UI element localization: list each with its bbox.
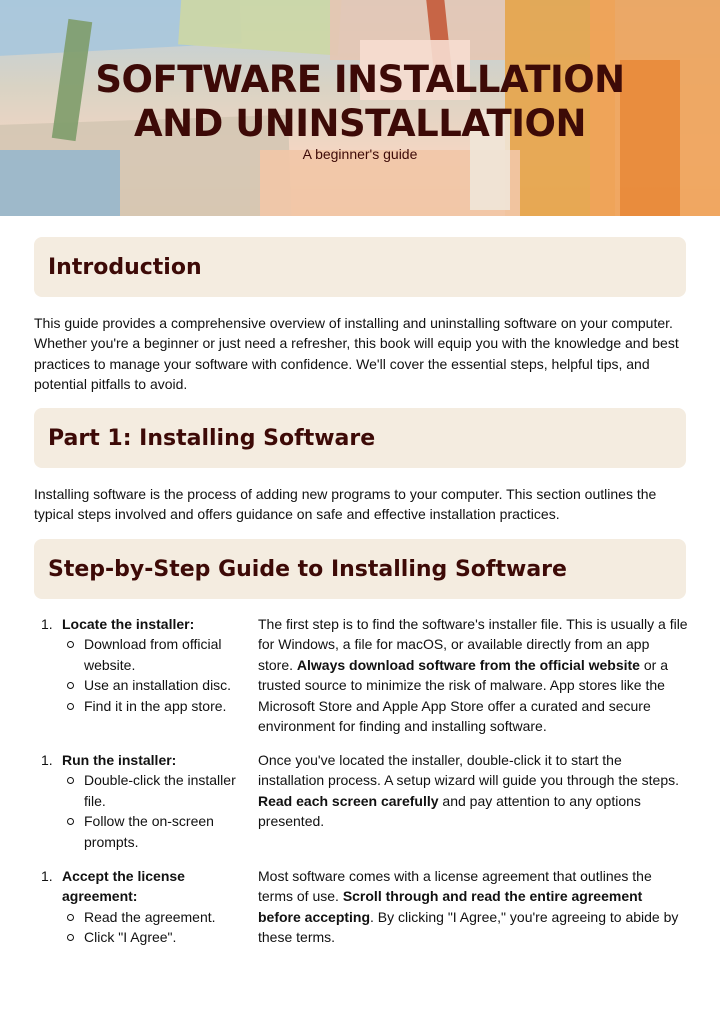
step-bullet: Read the agreement. xyxy=(34,907,249,927)
title-line-1: SOFTWARE INSTALLATION xyxy=(95,58,625,101)
header-banner xyxy=(0,0,720,216)
step-bullet: Use an installation disc. xyxy=(34,675,249,695)
section-introduction xyxy=(34,237,686,297)
introduction-heading: Introduction xyxy=(48,254,202,280)
step-summary xyxy=(34,866,249,948)
step-description: Once you've located the installer, double-click it to start the installation process. A setup wizard will guide you through the steps. Read each screen carefully and pay attention to any options presented. xyxy=(258,752,680,830)
step-title: Accept the license agreement: xyxy=(62,868,185,905)
section-step-guide xyxy=(34,539,686,599)
step-bullets xyxy=(34,770,249,852)
bullet-circle-icon xyxy=(67,682,74,689)
step-number: 1. xyxy=(41,616,53,632)
step-bullet: Find it in the app store. xyxy=(34,696,249,716)
step-bullets xyxy=(34,907,249,948)
bullet-circle-icon xyxy=(67,641,74,648)
title-line-2: AND UNINSTALLATION xyxy=(134,102,586,145)
step-summary xyxy=(34,614,249,716)
step-bullet: Double-click the installer file. xyxy=(34,770,249,811)
step-number: 1. xyxy=(41,752,53,768)
part1-heading: Part 1: Installing Software xyxy=(48,425,376,451)
section-part1 xyxy=(34,408,686,468)
step-title: Run the installer: xyxy=(62,752,177,768)
step-bullets xyxy=(34,634,249,716)
step-bullet: Download from official website. xyxy=(34,634,249,675)
part1-text: Installing software is the process of adding new programs to your computer. This section outlines the typical steps involved and offers guidance on safe and effective installation practices. xyxy=(34,486,657,523)
page-subtitle: A beginner's guide xyxy=(302,146,418,162)
bullet-circle-icon xyxy=(67,934,74,941)
bullet-circle-icon xyxy=(67,914,74,921)
step-summary xyxy=(34,750,249,852)
bullet-circle-icon xyxy=(67,703,74,710)
step-description: Most software comes with a license agreement that outlines the terms of use. Scroll through and read the entire agreement before accepting. By clicking "I Agree," you're agreeing to abide by these terms. xyxy=(258,868,679,946)
step-title: Locate the installer: xyxy=(62,616,195,632)
step-description: The first step is to find the software's installer file. This is usually a file for Windows, a file for macOS, or available directly from an app store. Always download software from the official website or a trusted source to minimize the risk of malware. App stores like the Microsoft Store and Apple App Store offer a curated and secure environment for finding and installing software. xyxy=(258,616,688,735)
step-bullet: Click "I Agree". xyxy=(34,927,249,947)
bullet-circle-icon xyxy=(67,818,74,825)
introduction-text: This guide provides a comprehensive overview of installing and uninstalling software on your computer. Whether you're a beginner or just need a refresher, this book will equip you with the knowledge and best practices to manage your software with confidence. We'll cover the essential steps, helpful tips, and potential pitfalls to avoid. xyxy=(34,315,679,393)
bullet-circle-icon xyxy=(67,777,74,784)
step-number: 1. xyxy=(41,868,53,884)
step-bullet: Follow the on-screen prompts. xyxy=(34,811,249,852)
page-title xyxy=(0,58,720,146)
step-guide-heading: Step-by-Step Guide to Installing Software xyxy=(48,556,567,582)
